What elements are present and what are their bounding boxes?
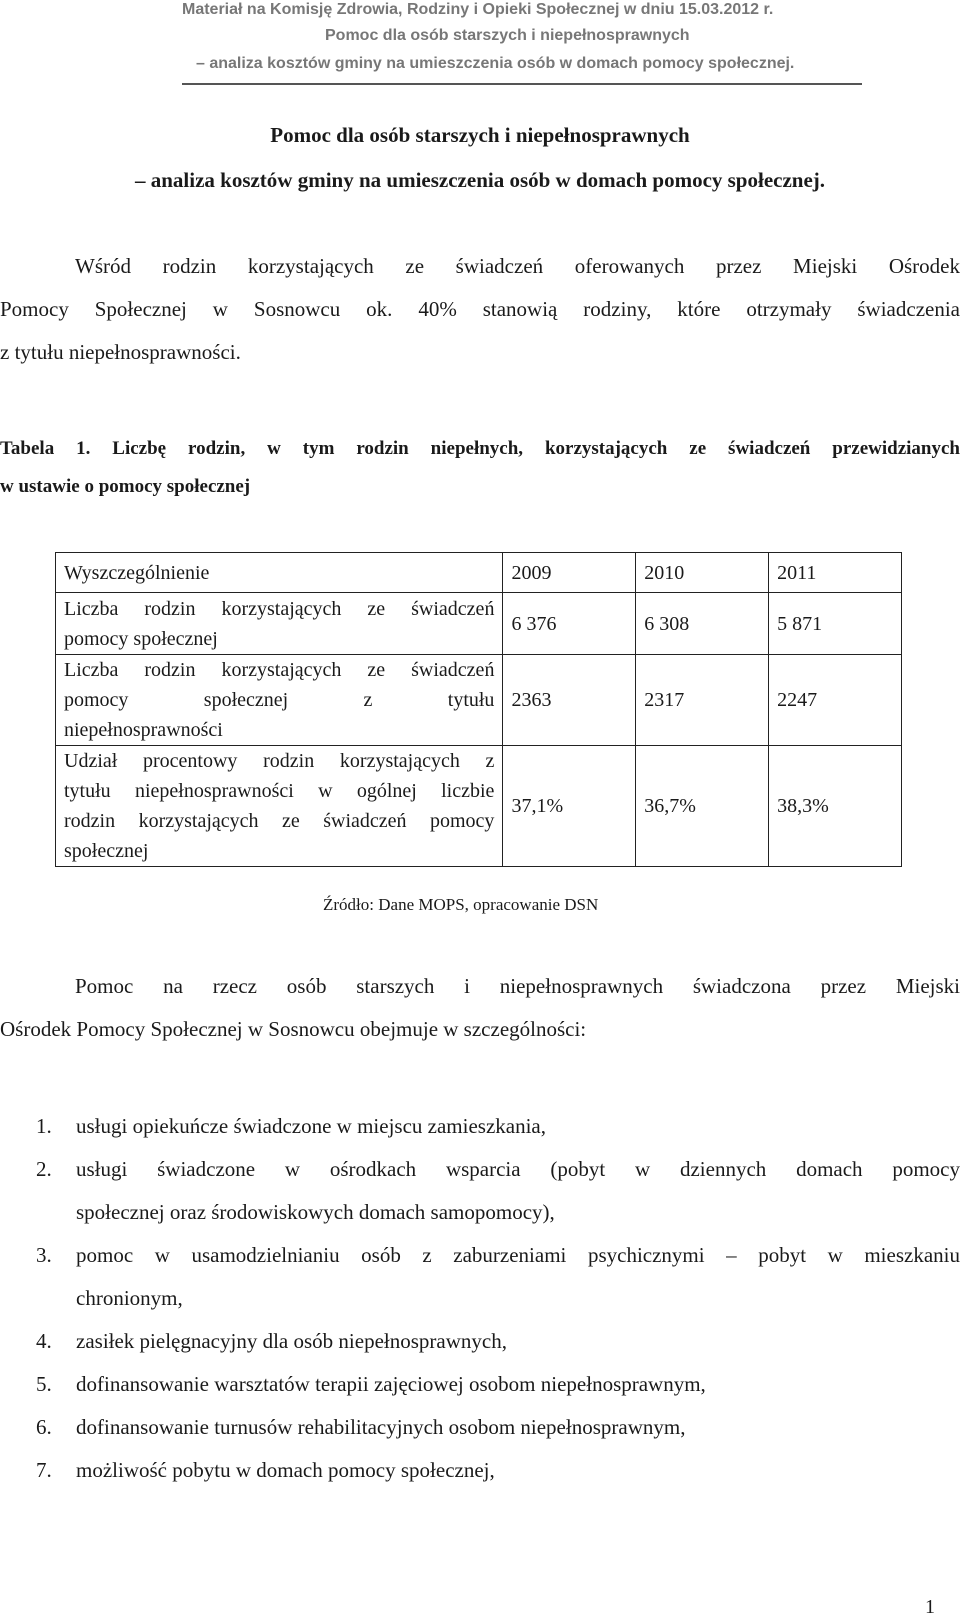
table-caption-text-1: Liczbę rodzin, w tym rodzin niepełnych, korzystających ze świadczeń przewidzianych: [112, 438, 960, 459]
table-row-label: [56, 655, 503, 746]
list-item-text: zasiłek pielęgnacyjny dla osób niepełnosprawnych,: [76, 1329, 507, 1353]
table-cell-value: 37,1%: [503, 746, 636, 867]
list-item-number: 3.: [36, 1243, 52, 1267]
list-item: [36, 1148, 960, 1234]
intro-line-1: Wśród rodzin korzystających ze świadczeń oferowanych przez Miejski Ośrodek: [75, 254, 960, 278]
list-item-number: 4.: [36, 1329, 52, 1353]
table-row-label: [56, 746, 503, 867]
list-item-text: pomoc w usamodzielnianiu osób z zaburzeniami psychicznymi – pobyt w mieszkaniu: [76, 1243, 960, 1267]
table-caption-text-2: w ustawie o pomocy społecznej: [0, 476, 251, 497]
table-cell-value: 2247: [769, 655, 902, 746]
table-caption-line-1: [0, 430, 960, 468]
table-row-label-line: Liczba rodzin korzystających ze świadczeń: [64, 659, 495, 681]
services-intro-line-1: Pomoc na rzecz osób starszych i niepełnosprawnych świadczona przez Miejski: [75, 974, 960, 998]
table-row-label-line: niepełnosprawności: [64, 719, 223, 741]
list-item-number: 2.: [36, 1157, 52, 1181]
table-cell-value: 6 376: [503, 593, 636, 655]
intro-line-3: z tytułu niepełnosprawności.: [0, 340, 241, 364]
services-list: [36, 1105, 960, 1492]
table-cell-value: 6 308: [636, 593, 769, 655]
services-intro-paragraph: [0, 965, 960, 1051]
list-item-text: usługi opiekuńcze świadczone w miejscu zamieszkania,: [76, 1114, 546, 1138]
header-line-2: Pomoc dla osób starszych i niepełnosprawnych: [325, 27, 690, 44]
table-row-label-line: Liczba rodzin korzystających ze świadczeń: [64, 597, 495, 620]
table-row: [56, 746, 902, 867]
table-cell-value: 5 871: [769, 593, 902, 655]
table-caption-line-2: [0, 468, 960, 506]
running-header: [0, 0, 960, 86]
list-item-number: 5.: [36, 1372, 52, 1396]
table-row: [56, 655, 902, 746]
table-caption-label: Tabela 1.: [0, 438, 91, 459]
table-header-year: 2009: [503, 553, 636, 593]
list-item-text: społecznej oraz środowiskowych domach samopomocy),: [76, 1200, 555, 1224]
list-item: [36, 1320, 960, 1363]
table-cell-value: 2317: [636, 655, 769, 746]
list-item-number: 1.: [36, 1114, 52, 1138]
table-cell-value: 38,3%: [769, 746, 902, 867]
list-item: [36, 1363, 960, 1406]
list-item-number: 7.: [36, 1458, 52, 1482]
page-number: 1: [925, 1596, 935, 1618]
list-item-text: usługi świadczone w ośrodkach wsparcia (pobyt w dziennych domach pomocy: [76, 1157, 960, 1181]
document-title-line-2: – analiza kosztów gminy na umieszczenia osób w domach pomocy społecznej.: [134, 168, 826, 192]
list-item-text: dofinansowanie warsztatów terapii zajęciowej osobom niepełnosprawnym,: [76, 1372, 706, 1396]
table-row-label-line: społecznej: [64, 840, 149, 862]
header-divider: [182, 83, 862, 85]
list-item: [36, 1105, 960, 1148]
table-row-label-line: rodzin korzystających ze świadczeń pomocy: [64, 810, 495, 832]
list-item-text: dofinansowanie turnusów rehabilitacyjnych osobom niepełnosprawnym,: [76, 1415, 686, 1439]
table-row: [56, 593, 902, 655]
intro-line-2: Pomocy Społecznej w Sosnowcu ok. 40% stanowią rodziny, które otrzymały świadczenia: [0, 297, 960, 321]
header-line-3: – analiza kosztów gminy na umieszczenia osób w domach pomocy społecznej.: [196, 55, 795, 72]
table-cell-value: 36,7%: [636, 746, 769, 867]
table-cell-value: 2363: [503, 655, 636, 746]
table-row-label-line: Udział procentowy rodzin korzystających z: [64, 750, 495, 772]
list-item-text: chronionym,: [76, 1286, 183, 1310]
list-item: [36, 1234, 960, 1320]
document-title-line-1: Pomoc dla osób starszych i niepełnosprawnych: [270, 123, 690, 147]
table-header-year: 2011: [769, 553, 902, 593]
services-intro-line-2: Ośrodek Pomocy Społecznej w Sosnowcu obejmuje w szczególności:: [0, 1017, 587, 1041]
list-item: [36, 1406, 960, 1449]
statistics-table-body: [56, 553, 902, 867]
header-line-1: Materiał na Komisję Zdrowia, Rodziny i Opieki Społecznej w dniu 15.03.2012 r.: [182, 1, 774, 18]
list-item-text: możliwość pobytu w domach pomocy społecznej,: [76, 1458, 495, 1482]
table-row-label-line: pomocy społecznej z tytułu: [64, 689, 495, 711]
table-row-label: [56, 593, 503, 655]
table-row-label-line: tytułu niepełnosprawności w ogólnej liczbie: [64, 780, 495, 802]
table-header-label: Wyszczególnienie: [56, 553, 503, 593]
table-row-label-line: pomocy społecznej: [64, 627, 218, 650]
list-item: [36, 1449, 960, 1492]
list-item-number: 6.: [36, 1415, 52, 1439]
table-caption: [0, 430, 960, 506]
table-source: Źródło: Dane MOPS, opracowanie DSN: [323, 895, 599, 914]
intro-paragraph: [0, 245, 960, 374]
table-header-year: 2010: [636, 553, 769, 593]
statistics-table: [55, 552, 902, 867]
table-header-row: [56, 553, 902, 593]
